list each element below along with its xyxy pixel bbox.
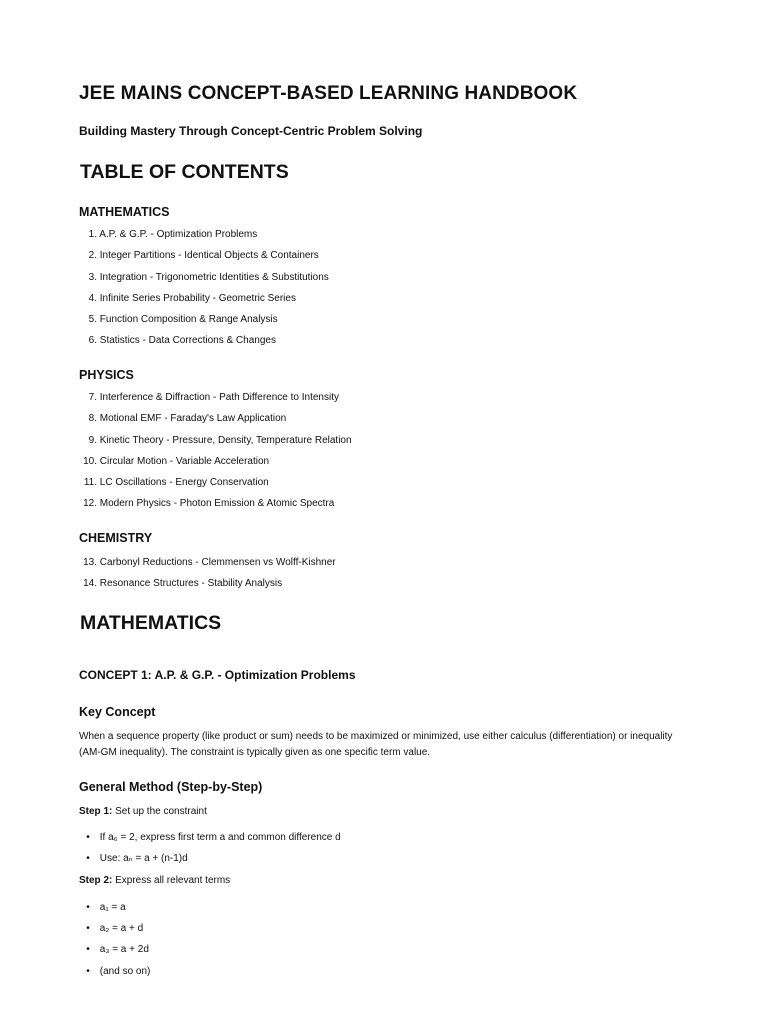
bullet-icon: •: [86, 902, 90, 913]
toc-item-label: Circular Motion - Variable Acceleration: [99, 455, 270, 467]
list-item: [79, 832, 341, 853]
step-1-label: Step 1:: [79, 806, 113, 817]
toc-item[interactable]: [79, 335, 329, 356]
concept-title: CONCEPT 1: A.P. & G.P. - Optimization Problems: [79, 668, 356, 682]
toc-item[interactable]: [79, 229, 329, 250]
toc-item-label: Kinetic Theory - Pressure, Density, Temperature Relation: [99, 434, 352, 446]
toc-mathematics-heading: MATHEMATICS: [79, 205, 170, 219]
toc-item-label: Integer Partitions - Identical Objects & Containers: [99, 250, 319, 262]
toc-item[interactable]: [79, 250, 329, 271]
bullet-icon: •: [86, 965, 90, 977]
key-concept-text: When a sequence property (like product or sum) needs to be maximized or minimized, use either calculus (differentiation) or inequality (AM-GM inequality). The constraint is typically given as one specific term value.: [79, 731, 673, 758]
toc-item-label: A.P. & G.P. - Optimization Problems: [99, 229, 258, 240]
bullet-icon: •: [86, 923, 90, 935]
toc-item-number: 12.: [83, 498, 97, 510]
toc-item-label: Carbonyl Reductions - Clemmensen vs Wolff-Kishner: [99, 557, 336, 568]
toc-item-label: Function Composition & Range Analysis: [99, 314, 278, 326]
toc-item[interactable]: [79, 578, 336, 599]
toc-item[interactable]: [79, 456, 352, 477]
step-2-text: Express all relevant terms: [112, 875, 231, 886]
bullet-icon: •: [86, 853, 90, 865]
toc-item-number: 10.: [83, 455, 97, 467]
toc-item-number: 1.: [88, 229, 97, 240]
toc-item-number: 5.: [88, 314, 97, 326]
list-item-text: (and so on): [99, 965, 151, 977]
toc-item-label: Modern Physics - Photon Emission & Atomic Spectra: [99, 498, 335, 510]
toc-item-label: Interference & Diffraction - Path Difference to Intensity: [99, 392, 339, 403]
toc-physics-heading: PHYSICS: [79, 368, 134, 382]
list-item: [79, 944, 150, 965]
document-subtitle: Building Mastery Through Concept-Centric Problem Solving: [79, 124, 423, 138]
step-1: [79, 806, 207, 817]
toc-item[interactable]: [79, 272, 329, 293]
bullet-icon: •: [86, 944, 90, 956]
toc-item[interactable]: [79, 557, 336, 578]
step-2-bullets: [79, 902, 150, 987]
toc-chemistry-list: [79, 557, 336, 600]
section-heading: MATHEMATICS: [80, 612, 222, 634]
toc-item[interactable]: [79, 413, 352, 434]
key-concept-heading: Key Concept: [79, 705, 156, 719]
list-item-text: Use: aₙ = a + (n-1)d: [99, 853, 188, 865]
list-item: [79, 853, 341, 874]
step-1-text: Set up the constraint: [112, 806, 207, 817]
document-title: JEE MAINS CONCEPT-BASED LEARNING HANDBOOK: [79, 83, 578, 104]
toc-heading: TABLE OF CONTENTS: [80, 161, 289, 183]
toc-item[interactable]: [79, 435, 352, 456]
list-item-text: If a₆ = 2, express first term a and common difference d: [99, 832, 341, 843]
toc-item[interactable]: [79, 477, 352, 498]
list-item-text: a₁ = a: [99, 902, 126, 913]
step-2-label: Step 2:: [79, 875, 113, 886]
toc-item-number: 11.: [83, 477, 97, 489]
toc-mathematics-list: [79, 229, 329, 357]
list-item-text: a₃ = a + 2d: [99, 944, 149, 956]
toc-item-number: 14.: [83, 578, 97, 590]
toc-item-label: LC Oscillations - Energy Conservation: [99, 477, 269, 489]
method-heading: General Method (Step-by-Step): [79, 780, 263, 794]
toc-physics-list: [79, 392, 352, 520]
toc-item-label: Integration - Trigonometric Identities & Substitutions: [99, 271, 329, 283]
step-2: [79, 875, 230, 886]
toc-item-number: 6.: [88, 335, 97, 347]
bullet-icon: •: [86, 832, 90, 843]
list-item: [79, 923, 150, 944]
toc-item[interactable]: [79, 293, 329, 314]
toc-item-number: 13.: [83, 557, 97, 568]
toc-item[interactable]: [79, 392, 352, 413]
toc-item-label: Infinite Series Probability - Geometric Series: [99, 292, 296, 304]
toc-chemistry-heading: CHEMISTRY: [79, 531, 153, 545]
toc-item-number: 2.: [88, 250, 97, 262]
toc-item[interactable]: [79, 498, 352, 519]
toc-item-number: 7.: [88, 392, 97, 403]
list-item-text: a₂ = a + d: [99, 923, 144, 935]
toc-item-number: 4.: [88, 292, 97, 304]
toc-item-number: 9.: [88, 434, 97, 446]
toc-item-label: Motional EMF - Faraday's Law Application: [99, 413, 287, 425]
toc-item-label: Resonance Structures - Stability Analysis: [99, 578, 283, 590]
toc-item-number: 8.: [88, 413, 97, 425]
list-item: [79, 902, 150, 923]
toc-item[interactable]: [79, 314, 329, 335]
step-1-bullets: [79, 832, 341, 874]
toc-item-number: 3.: [88, 271, 97, 283]
toc-item-label: Statistics - Data Corrections & Changes: [99, 335, 276, 347]
list-item: [79, 966, 150, 987]
